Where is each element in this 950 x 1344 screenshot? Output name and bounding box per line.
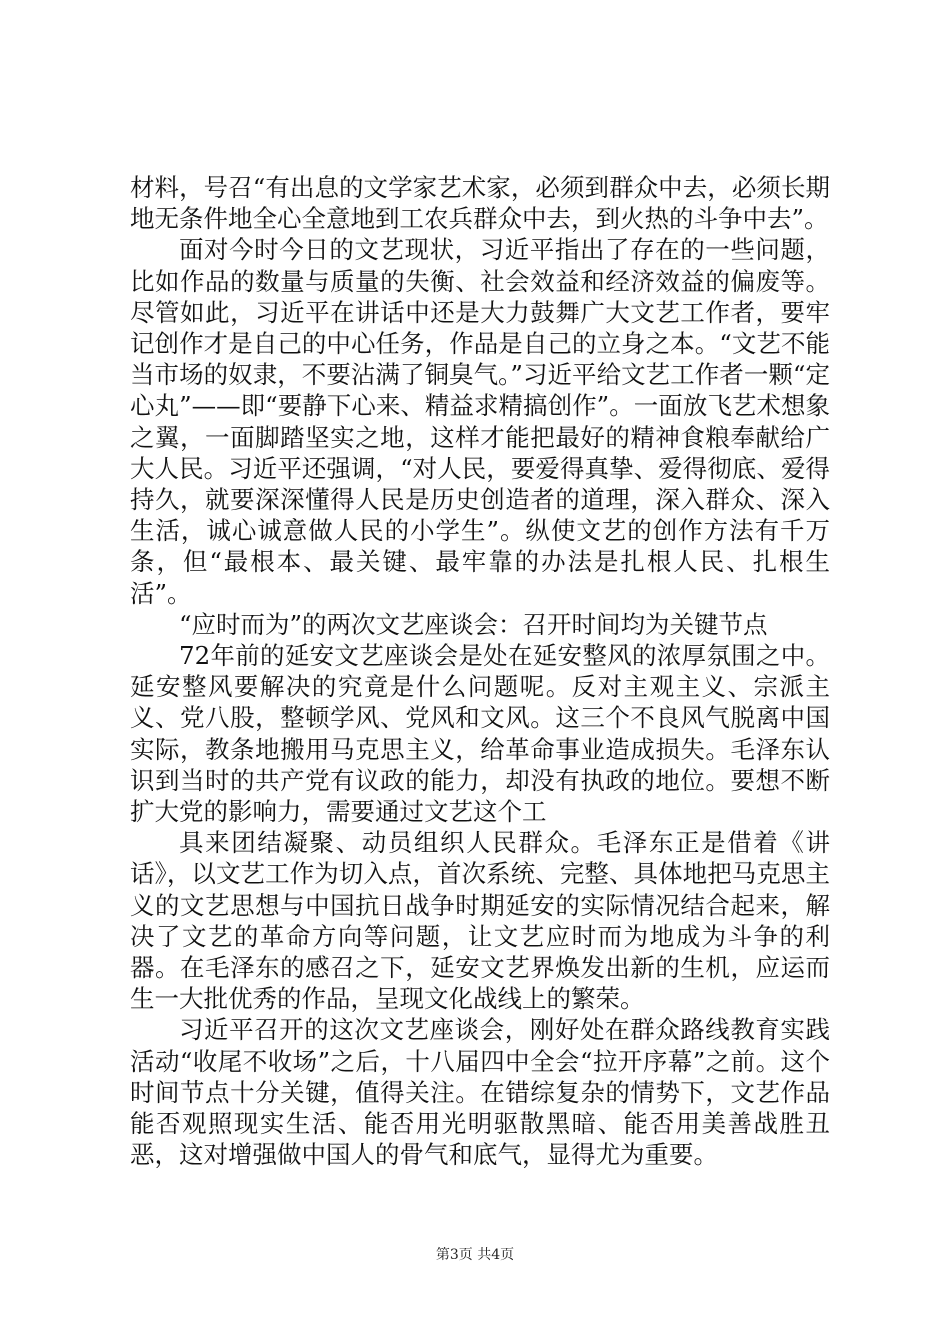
document-body [130, 172, 830, 1171]
section-heading: “应时而为”的两次文艺座谈会：召开时间均为关键节点 [179, 609, 768, 639]
page-number-footer: 第3页 共4页 [435, 1247, 515, 1263]
paragraph: 习近平召开的这次文艺座谈会，刚好处在群众路线教育实践活动“收尾不收场”之后，十八届四中全会“拉开序幕”之前。这个时间节点十分关键，值得关注。在错综复杂的情势下，文艺作品能否观照现实生活、能否用光明驱散黑暗、能否用美善战胜丑恶，这对增强做中国人的骨气和底气，显得尤为重要。 [130, 1015, 830, 1170]
paragraph-continuation: 材料，号召“有出息的文学家艺术家，必须到群众中去，必须长期地无条件地全心全意地到工农兵群众中去，到火热的斗争中去”。 [130, 173, 830, 234]
paragraph: 面对今时今日的文艺现状，习近平指出了存在的一些问题，比如作品的数量与质量的失衡、社会效益和经济效益的偏废等。尽管如此，习近平在讲话中还是大力鼓舞广大文艺工作者，要牢记创作才是自己的中心任务，作品是自己的立身之本。“文艺不能当市场的奴隶，不要沾满了铜臭气。”习近平给文艺工作者一颗“定心丸”——即“要静下心来、精益求精搞创作”。一面放飞艺术想象之翼，一面脚踏坚实之地，这样才能把最好的精神食粮奉献给广大人民。习近平还强调，“对人民，要爱得真挚、爱得彻底、爱得持久，就要深深懂得人民是历史创造者的道理，深入群众、深入生活，诚心诚意做人民的小学生”。纵使文艺的创作方法有千万条，但“最根本、最关键、最牢靠的办法是扎根人民、扎根生活”。 [130, 235, 830, 608]
paragraph: 72年前的延安文艺座谈会是处在延安整风的浓厚氛围之中。延安整风要解决的究竟是什么问题呢。反对主观主义、宗派主义、党八股，整顿学风、党风和文风。这三个不良风气脱离中国实际，教条地搬用马克思主义，给革命事业造成损失。毛泽东认识到当时的共产党有议政的能力，却没有执政的地位。要想不断扩大党的影响力，需要通过文艺这个工 [130, 641, 830, 827]
paragraph: 具来团结凝聚、动员组织人民群众。毛泽东正是借着《讲话》，以文艺工作为切入点，首次系统、完整、具体地把马克思主义的文艺思想与中国抗日战争时期延安的实际情况结合起来，解决了文艺的革命方向等问题，让文艺应时而为地成为斗争的利器。在毛泽东的感召之下，延安文艺界焕发出新的生机，应运而生一大批优秀的作品，呈现文化战线上的繁荣。 [130, 828, 830, 1014]
